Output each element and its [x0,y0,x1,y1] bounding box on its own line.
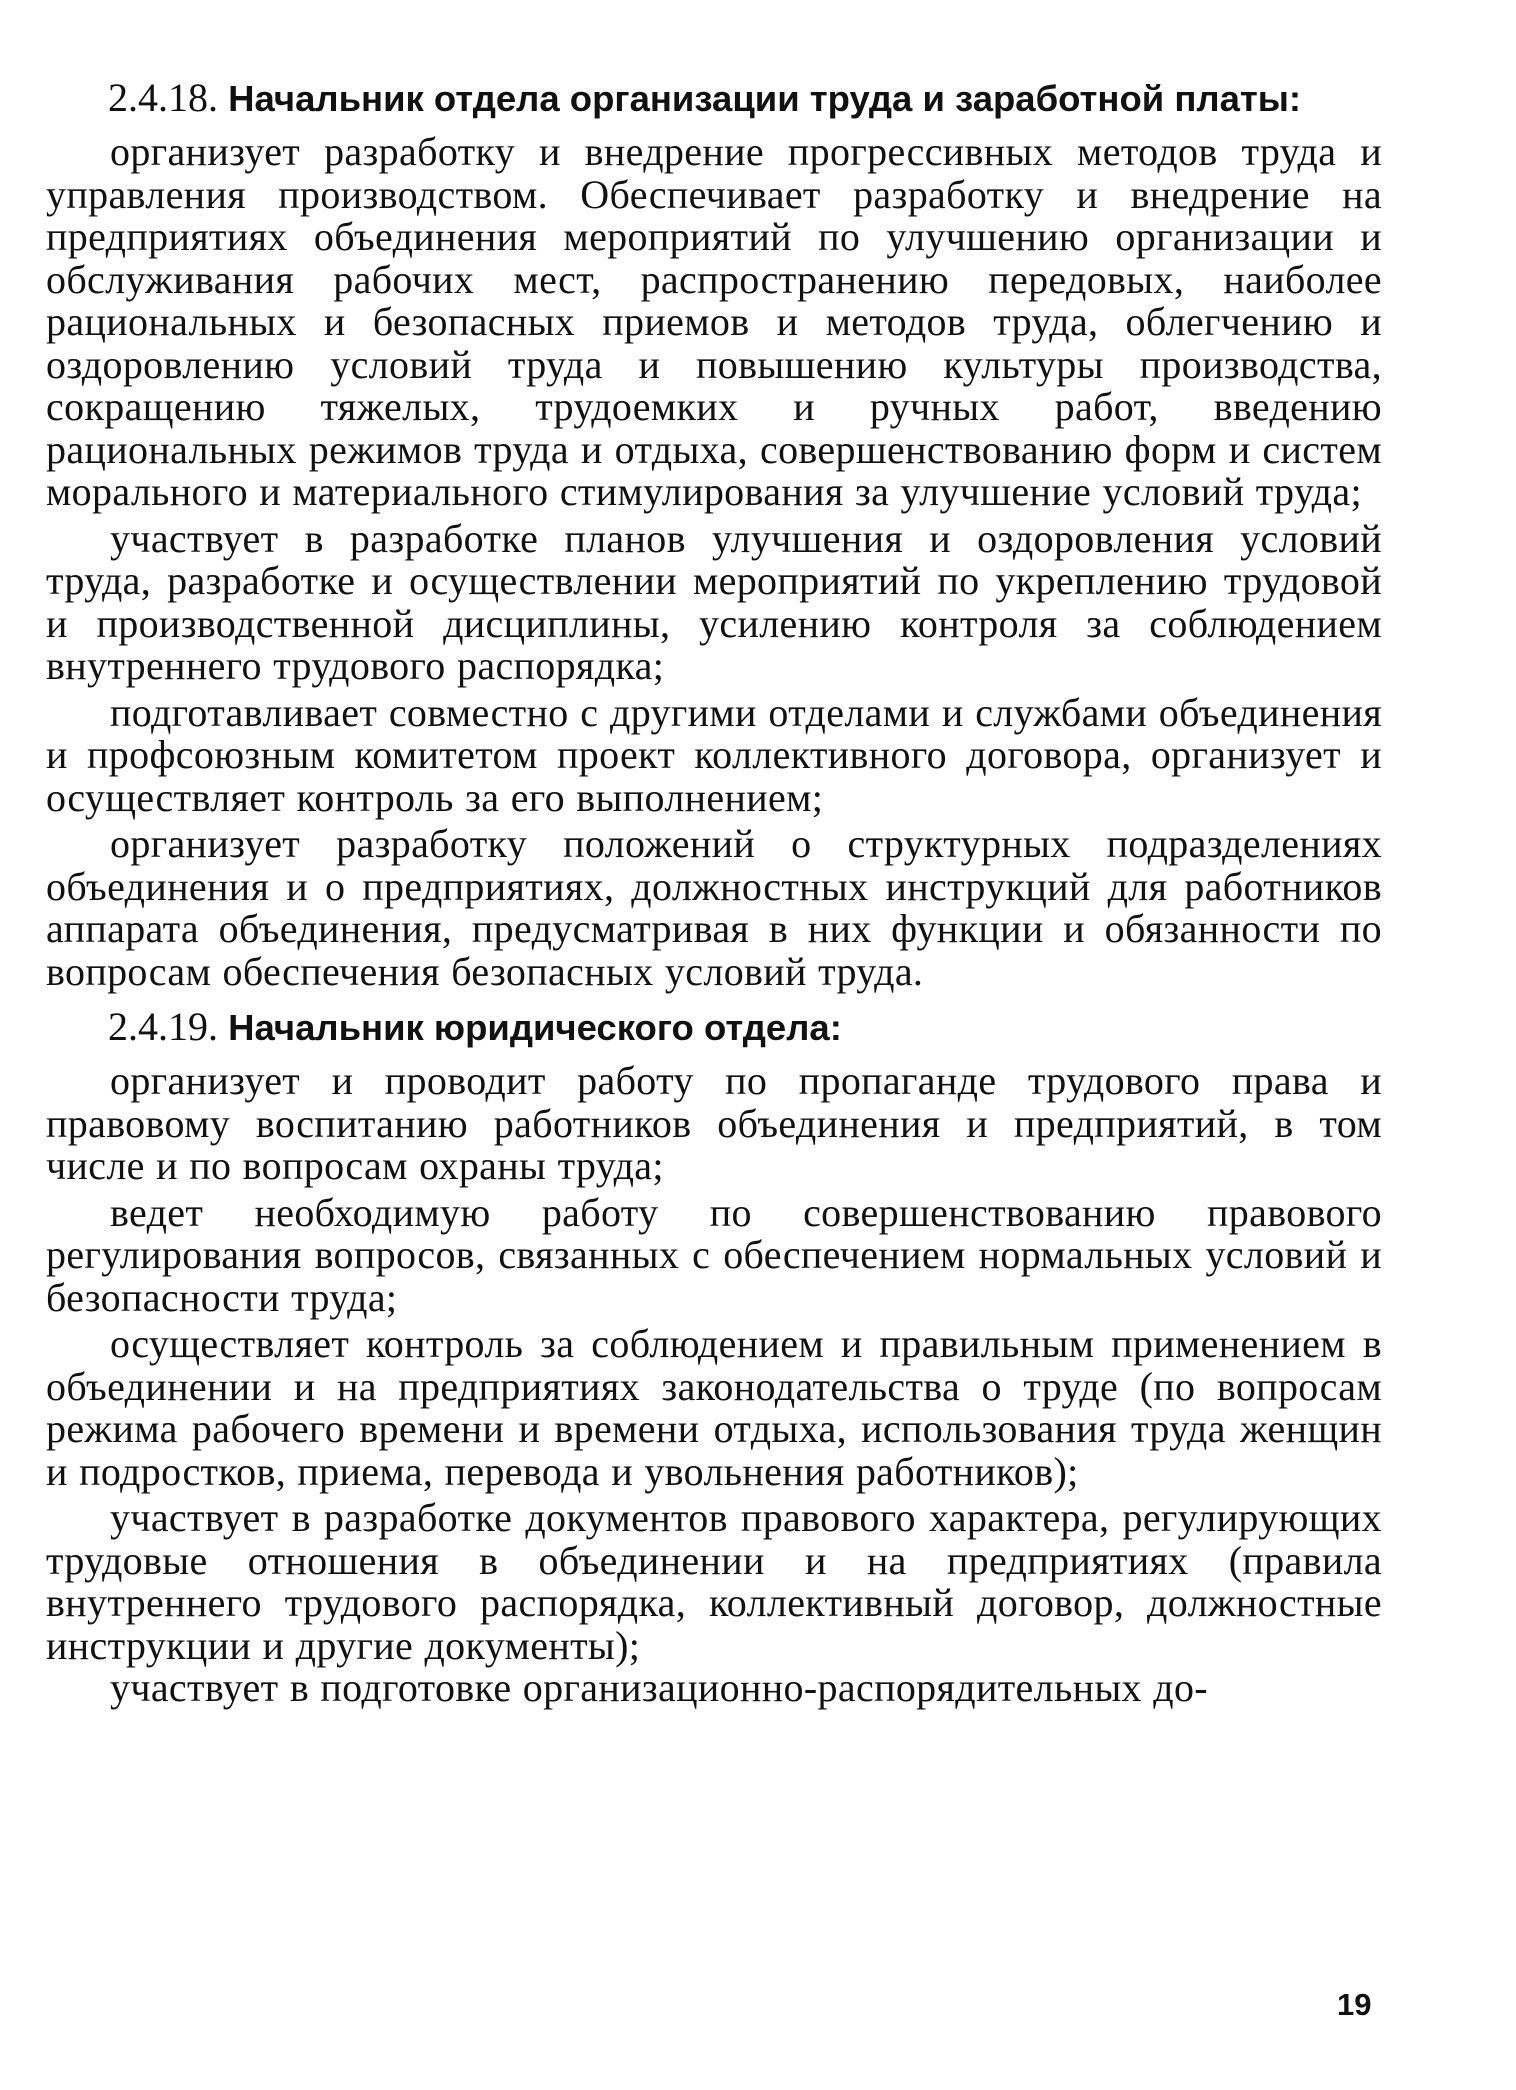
section-title: Начальник отдела организации труда и заработной платы: [228,78,1302,119]
paragraph: осуществляет контроль за соблюдением и правильным применением в объединении и на предприятиях законодательства о труде (по вопросам режима рабочего времени и времени отдыха, использования труда женщин и подростков, приема, перевода и увольнения работников); [46,1321,1382,1494]
paragraph: подготавливает совместно с другими отделами и службами объединения и профсоюзным комитетом проект коллективного договора, организует и осуществляет контроль за его выполнением; [46,689,1382,820]
paragraph: участвует в подготовке организационно-распорядительных до- [110,1665,1208,1710]
paragraph: организует разработку положений о структурных подразделениях объединения и о предприятиях, должностных инструкций для работников аппарата объединения, предусматривая в них функции и обязанности по вопросам обеспечения безопасных условий труда. [46,821,1382,994]
section-number: 2.4.19. [108,1004,218,1049]
paragraph: участвует в разработке планов улучшения и оздоровления условий труда, разработке и осуществлении мероприятий по укреплению трудовой и производственной дисциплины, усилению контроля за соблюдением внутреннего трудового распорядка; [46,515,1382,688]
paragraph: участвует в разработке документов правового характера, регулирующих трудовые отношения в объединении и на предприятиях (правила внутреннего трудового распорядка, коллективный договор, должностные инструкции и другие документы); [46,1495,1382,1668]
section-number: 2.4.18. [108,75,218,120]
document-page [46,75,1382,1710]
page-number: 19 [1337,1987,1372,2022]
paragraph: ведет необходимую работу по совершенствованию правового регулирования вопросов, связанных с обеспечением нормальных условий и безопасности труда; [46,1189,1382,1320]
paragraph: организует и проводит работу по пропаганде трудового права и правовому воспитанию работников объединения и предприятий, в том числе и по вопросам охраны труда; [46,1058,1382,1188]
paragraph: организует разработку и внедрение прогрессивных методов труда и управления производством. Обеспечивает разработку и внедрение на предприятиях объединения мероприятий по улучшению организации и обслуживания рабочих мест, распространению передовых, наиболее рациональных и безопасных приемов и методов труда, облегчению и оздоровлению условий труда и повышению культуры производства, сокращению тяжелых, трудоемких и ручных работ, введению рациональных режимов труда и отдыха, совершенствованию форм и систем морального и материального стимулирования за улучшение условий труда; [46,129,1382,514]
section-2-4-19-heading [46,1004,1382,1049]
section-title: Начальник юридического отдела: [228,1007,842,1048]
section-2-4-18-heading [46,75,1382,120]
